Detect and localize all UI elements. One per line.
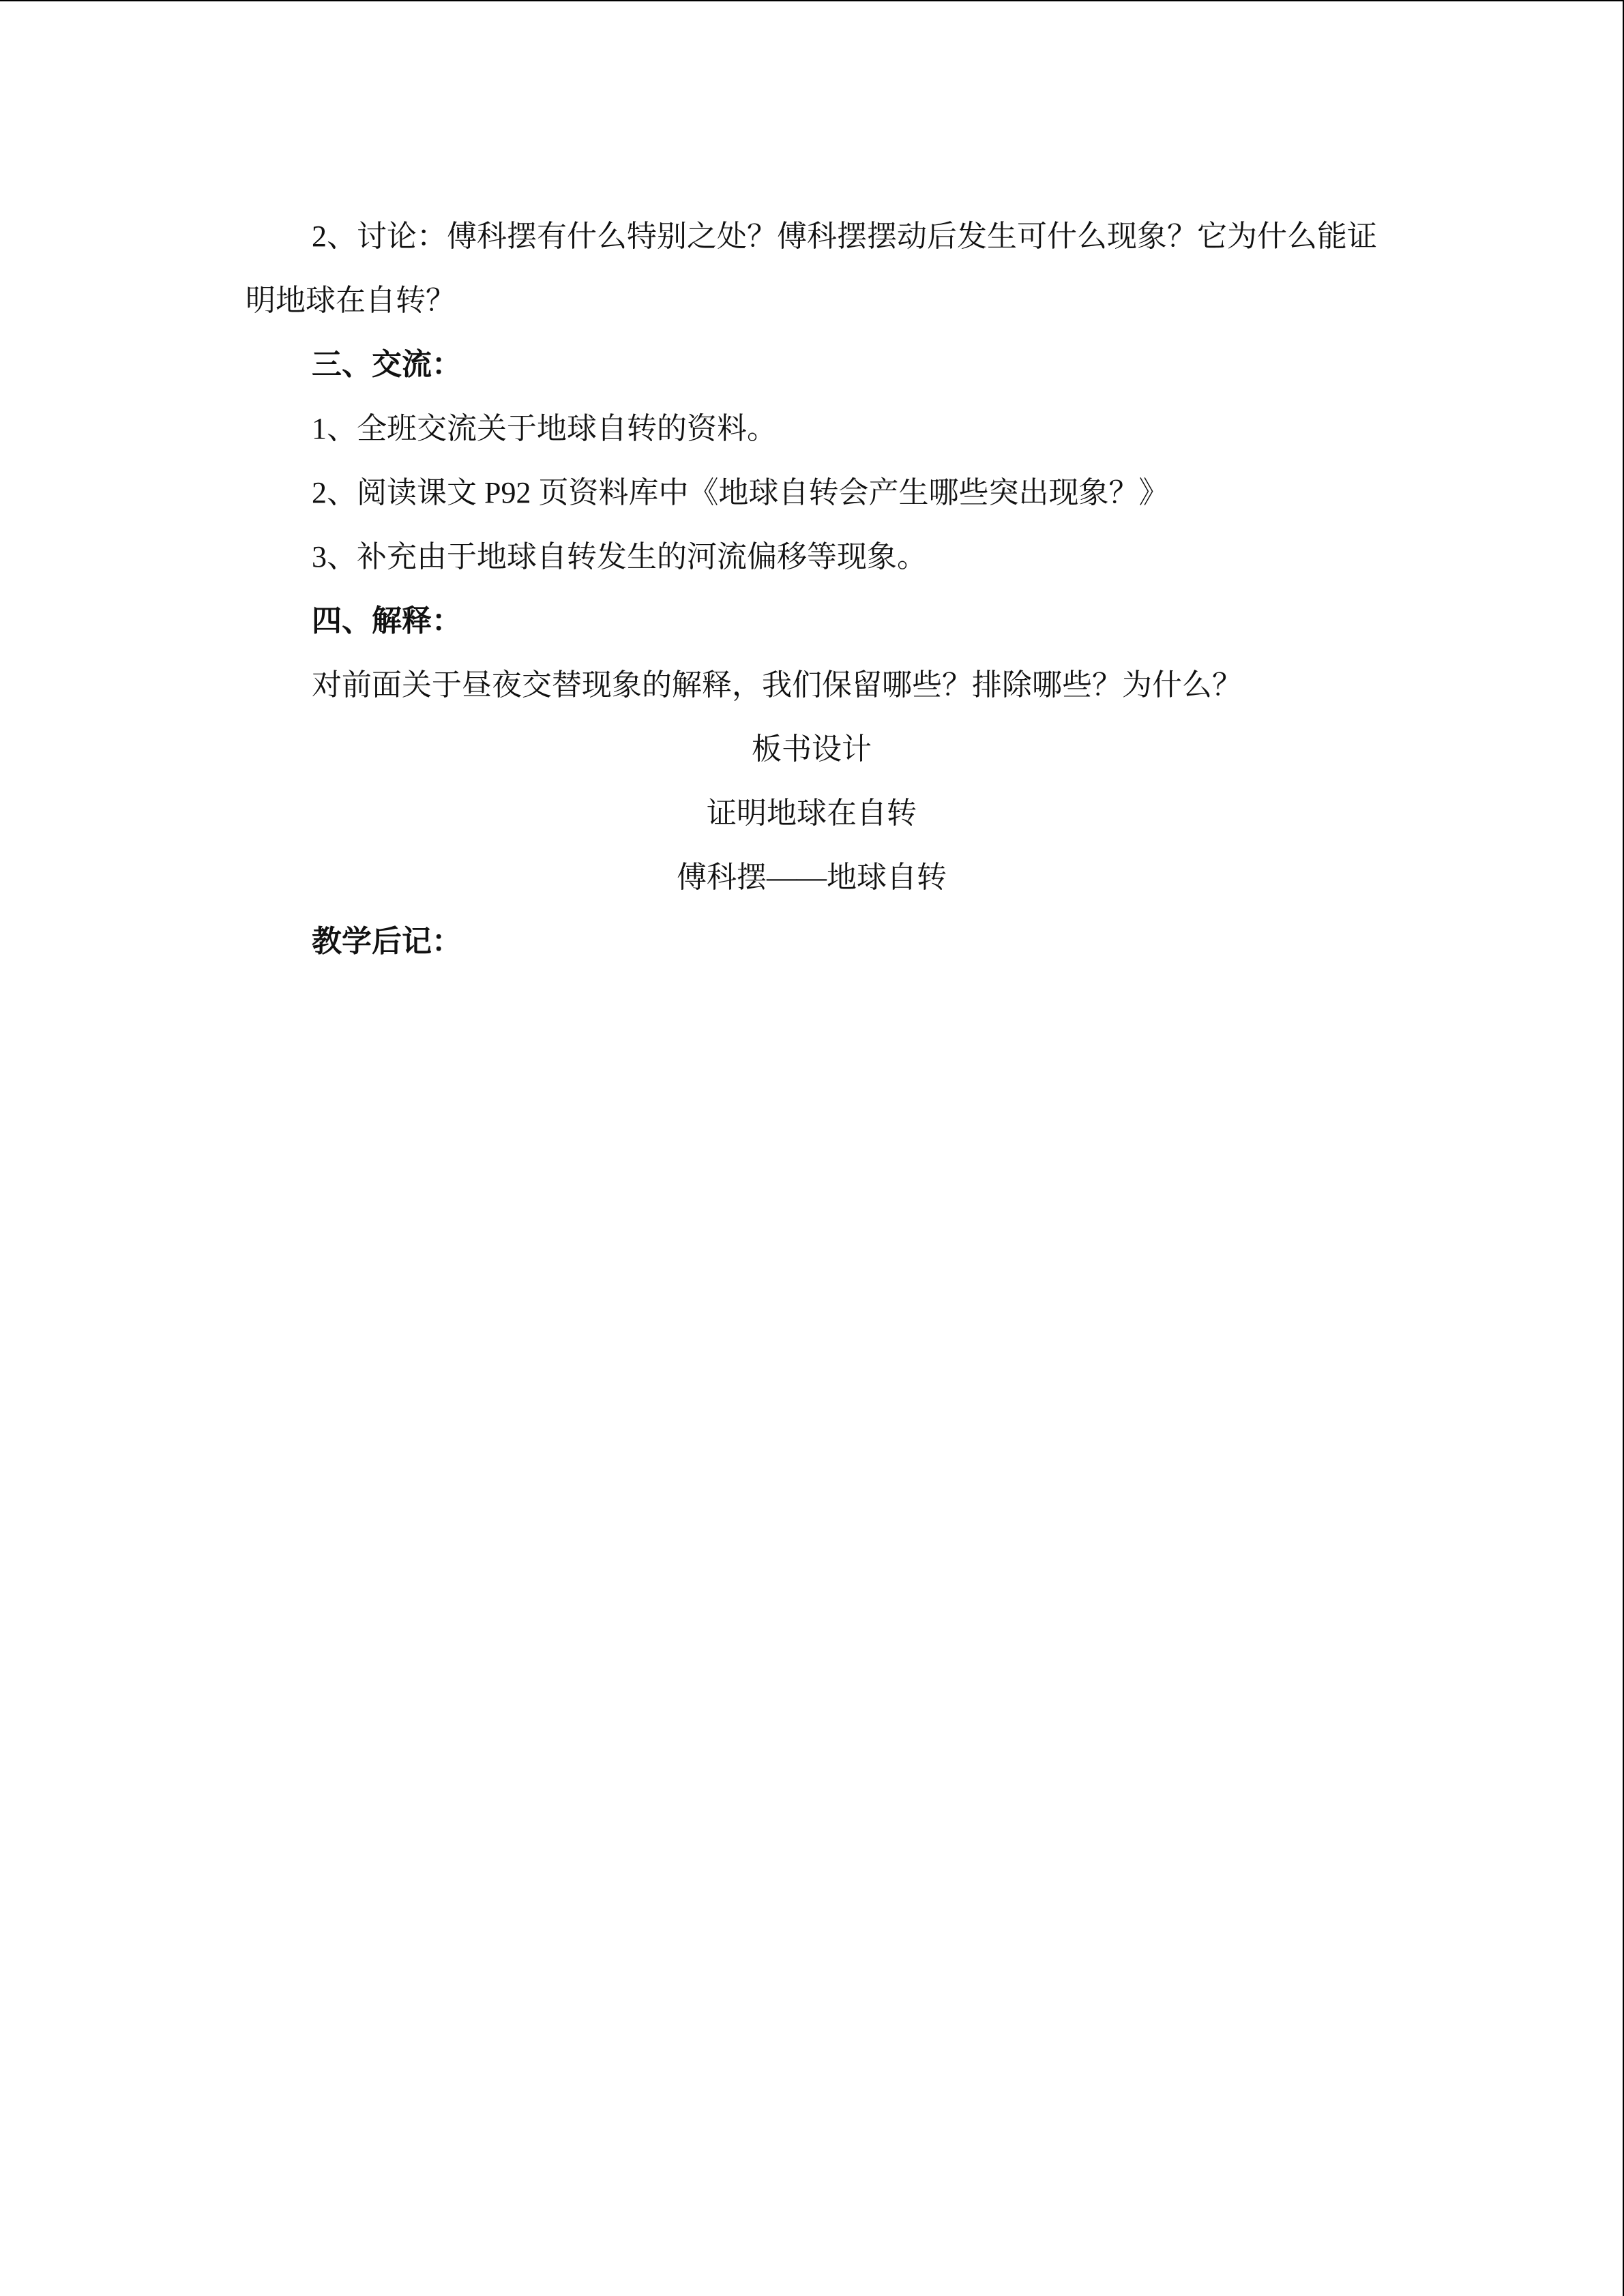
discussion-paragraph: 2、讨论：傅科摆有什么特别之处？傅科摆摆动后发生可什么现象？它为什么能证明地球在自转？ bbox=[246, 220, 1377, 317]
board-design-line: 傅科摆——地球自转 bbox=[677, 861, 947, 894]
section-heading-exchange: 三、交流： bbox=[312, 348, 462, 381]
list-item: 3、补充由于地球自转发生的河流偏移等现象。 bbox=[312, 540, 927, 573]
explanation-paragraph: 对前面关于昼夜交替现象的解释，我们保留哪些？排除哪些？为什么？ bbox=[312, 668, 1242, 702]
board-design-title: 板书设计 bbox=[752, 732, 872, 766]
list-item: 2、阅读课文 P92 页资料库中《地球自转会产生哪些突出现象？》 bbox=[312, 476, 1169, 509]
list-item: 1、全班交流关于地球自转的资料。 bbox=[312, 412, 777, 445]
board-design-line: 证明地球在自转 bbox=[707, 796, 917, 830]
section-heading-explanation: 四、解释： bbox=[312, 604, 462, 638]
postscript-heading: 教学后记： bbox=[312, 925, 462, 958]
document-body bbox=[246, 205, 1378, 974]
